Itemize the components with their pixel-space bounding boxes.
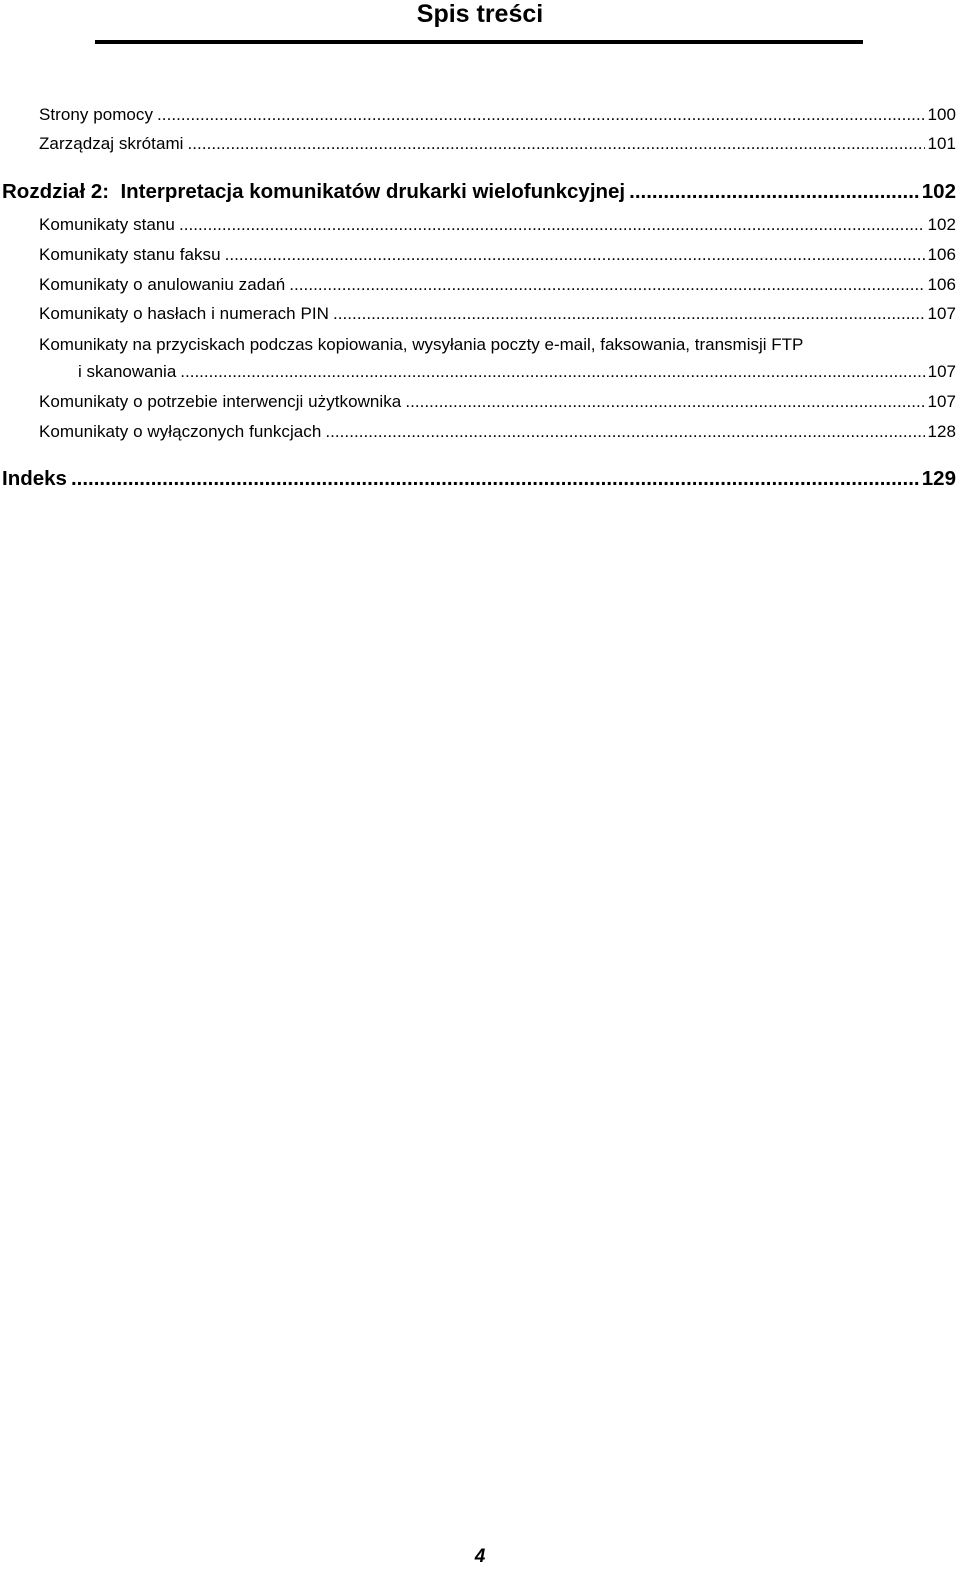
toc-entry-page: 128 [927, 422, 956, 441]
toc-entry-page: 107 [927, 362, 956, 381]
toc-dot-leader [71, 467, 920, 491]
toc-dot-leader [629, 180, 920, 204]
toc-entry-page: 106 [927, 245, 956, 264]
toc-entry-label: Komunikaty o anulowaniu zadań [39, 275, 286, 294]
toc-chapter-rozdzial-2[interactable] [2, 180, 956, 204]
toc-entry-label: Zarządzaj skrótami [39, 134, 184, 153]
toc-entry-page: 106 [927, 275, 956, 294]
toc-dot-leader [179, 214, 926, 236]
toc-entry-komunikaty-stanu-faksu[interactable] [39, 244, 956, 266]
toc-chapter-indeks[interactable] [2, 467, 956, 491]
toc-dot-leader [325, 421, 925, 443]
toc-entry-page: 107 [927, 392, 956, 411]
toc-entry-zarzadzaj-skrotami[interactable] [39, 133, 956, 155]
page-number: 4 [474, 1546, 486, 1567]
toc-entry-komunikaty-stanu[interactable] [39, 214, 956, 236]
toc-entry-label: Komunikaty o wyłączonych funkcjach [39, 422, 322, 441]
toc-entry-komunikaty-o-anulowaniu[interactable] [39, 274, 956, 296]
toc-entry-label: Komunikaty stanu [39, 215, 175, 234]
toc-entry-strony-pomocy[interactable] [39, 104, 956, 126]
toc-entry-page: 101 [927, 134, 956, 153]
toc-dot-leader [333, 303, 926, 325]
toc-dot-leader [289, 274, 925, 296]
toc-chapter-page: 102 [921, 180, 956, 203]
toc-entry-page: 107 [927, 304, 956, 323]
toc-entry-label: Komunikaty stanu faksu [39, 245, 221, 264]
toc-chapter-label: Rozdział 2: Interpretacja komunikatów drukarki wielofunkcyjnej [2, 180, 626, 203]
toc-entry-komunikaty-na-przyciskach[interactable] [78, 361, 956, 383]
toc-entry-komunikaty-o-haslach[interactable] [39, 303, 956, 325]
toc-chapter-label: Indeks [2, 467, 67, 490]
toc-dot-leader [180, 361, 925, 383]
toc-entry-label: Strony pomocy [39, 105, 154, 124]
toc-chapter-page: 129 [921, 467, 956, 490]
page-title: Spis treści [416, 0, 544, 28]
toc-entry-komunikaty-o-wylaczonych[interactable] [39, 421, 956, 443]
toc-entry-page: 102 [927, 215, 956, 234]
toc-entry-komunikaty-na-przyciskach-line1[interactable]: Komunikaty na przyciskach podczas kopiowania, wysyłania poczty e-mail, faksowania, transmisji FTP [39, 335, 804, 354]
toc-dot-leader [157, 104, 925, 126]
toc-dot-leader [225, 244, 926, 266]
toc-entry-page: 100 [927, 105, 956, 124]
toc-entry-label: i skanowania [78, 362, 177, 381]
toc-dot-leader [188, 133, 926, 155]
toc-entry-label: Komunikaty o hasłach i numerach PIN [39, 304, 329, 323]
toc-entry-label: Komunikaty o potrzebie interwencji użytkownika [39, 392, 402, 411]
toc-entry-komunikaty-o-potrzebie-interwencji[interactable] [39, 391, 956, 413]
toc-dot-leader [405, 391, 925, 413]
